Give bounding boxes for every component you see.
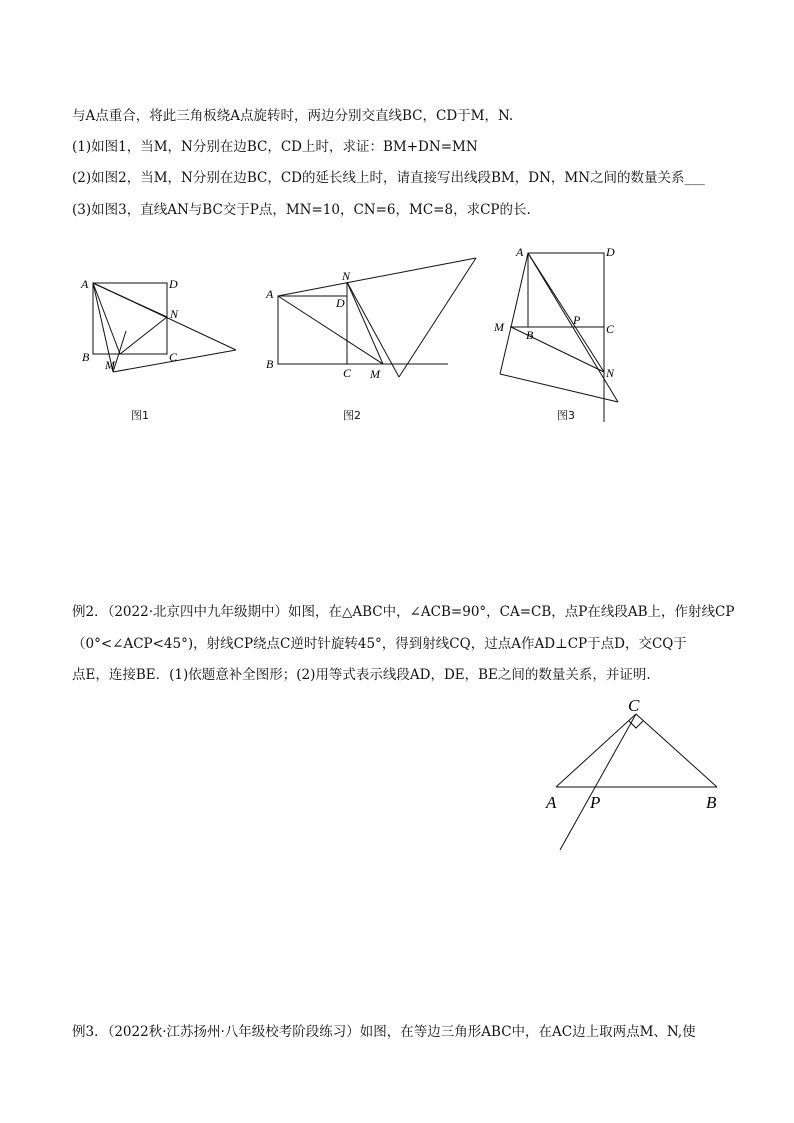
fig3-label-n: N: [606, 366, 615, 380]
ex2-label-p: P: [590, 793, 601, 812]
example3-line1: 例3．（2022秋·江苏扬州·八年级校考阶段练习）如图，在等边三角形ABC中，在AC边上取两点M、N,使: [72, 1024, 696, 1040]
fig2-label-a: A: [266, 287, 274, 301]
example2-line3: 点E，连接BE．(1)依题意补全图形；(2)用等式表示线段AD，DE，BE之间的数量关系，并证明.: [72, 667, 651, 683]
problem1-line1: 与A点重合，将此三角板绕A点旋转时，两边分别交直线BC，CD于M，N.: [72, 108, 514, 124]
fig1-label-a: A: [81, 277, 89, 291]
example2-line2: （0°<∠ACP<45°)，射线CP绕点C逆时针旋转45°，得到射线CQ，过点A作AD⊥CP于点D，交CQ于: [72, 636, 687, 652]
ex2-label-c: C: [628, 696, 640, 715]
fig1-label-n: N: [170, 307, 179, 321]
fig3-label-m: M: [494, 320, 504, 334]
fig3-label-b: B: [526, 328, 534, 342]
figure-1-caption: 图1: [131, 409, 149, 422]
fig2-label-d: D: [336, 296, 345, 310]
figure-2-caption: 图2: [343, 409, 361, 422]
fig1-label-c: C: [169, 350, 178, 364]
fig3-label-c: C: [606, 322, 615, 336]
fig1-label-b: B: [82, 350, 90, 364]
fig2-label-n: N: [342, 269, 351, 283]
problem1-line4: (3)如图3，直线AN与BC交于P点，MN=10，CN=6，MC=8，求CP的长.: [72, 202, 531, 218]
problem1-line3: (2)如图2，当M，N分别在边BC，CD的延长线上时，请直接写出线段BM，DN，MN之间的数量关系___: [72, 170, 705, 186]
fig1-label-m: M: [105, 358, 115, 372]
ex2-label-b: B: [706, 793, 717, 812]
fig2-label-b: B: [266, 357, 274, 371]
figure-2-drawing: [278, 258, 476, 377]
fig1-label-d: D: [169, 277, 178, 291]
figure-3-drawing: [500, 253, 618, 422]
ex2-label-a: A: [546, 793, 557, 812]
figure-3-caption: 图3: [557, 409, 575, 422]
fig2-label-c: C: [343, 366, 352, 380]
problem1-line2: (1)如图1，当M，N分别在边BC，CD上时，求证：BM+DN=MN: [72, 139, 478, 155]
fig3-label-d: D: [606, 245, 615, 259]
fig2-label-m: M: [370, 367, 380, 381]
fig3-label-p: P: [573, 313, 581, 327]
example2-figure-drawing: [556, 714, 717, 850]
example2-line1: 例2．（2022·北京四中九年级期中）如图，在△ABC中，∠ACB=90°，CA=CB，点P在线段AB上，作射线CP: [72, 604, 735, 620]
fig3-label-a: A: [516, 245, 524, 259]
